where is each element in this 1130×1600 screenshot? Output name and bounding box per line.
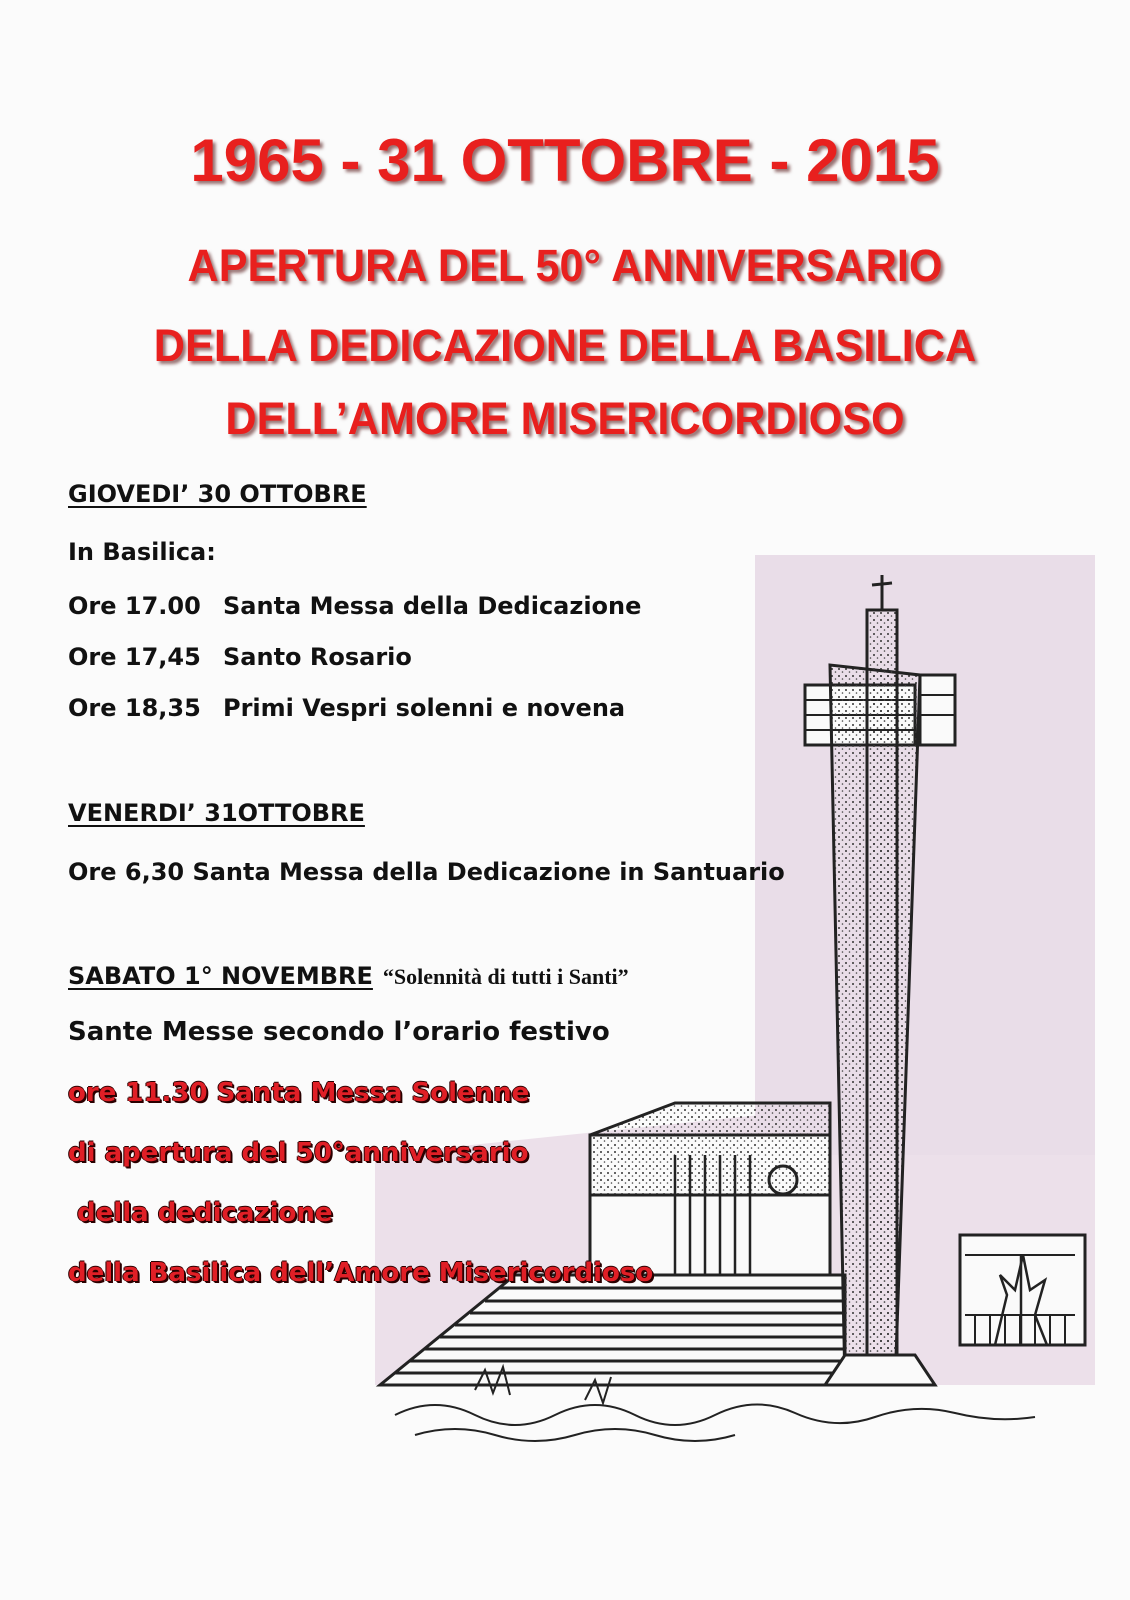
sabato-subtitle: “Solennità di tutti i Santi” (382, 964, 629, 989)
sabato-red-line: della dedicazione (68, 1198, 333, 1228)
giovedi-event-row (68, 643, 412, 671)
sabato-heading-line (68, 962, 629, 990)
event-time: Ore 17.00 (68, 592, 201, 620)
giovedi-event-row (68, 694, 625, 722)
event-desc: Santa Messa della Dedicazione (223, 592, 642, 620)
event-time: Ore 18,35 (68, 694, 201, 722)
giovedi-event-row (68, 592, 641, 620)
event-desc: Santo Rosario (223, 643, 412, 671)
giovedi-place: In Basilica: (68, 538, 216, 566)
event-time: Ore 17,45 (68, 643, 201, 671)
sabato-heading: SABATO 1° NOVEMBRE (68, 962, 373, 990)
giovedi-heading: GIOVEDI’ 30 OTTOBRE (68, 480, 367, 508)
header-opening: APERTURA DEL 50° ANNIVERSARIO (187, 240, 943, 291)
header-years: 1965 - 31 OTTOBRE - 2015 (190, 127, 940, 194)
sabato-masses: Sante Messe secondo l’orario festivo (68, 1017, 610, 1047)
header-dedication: DELLA DEDICAZIONE DELLA BASILICA (153, 320, 977, 371)
venerdi-heading: VENERDI’ 31OTTOBRE (68, 799, 365, 827)
header-basilica-name: DELL’AMORE MISERICORDIOSO (225, 393, 905, 444)
venerdi-event: Ore 6,30 Santa Messa della Dedicazione in Santuario (68, 858, 785, 886)
sabato-red-line: della Basilica dell’Amore Misericordioso (68, 1258, 654, 1288)
sabato-red-line: ore 11.30 Santa Messa Solenne (68, 1078, 530, 1108)
event-desc: Primi Vespri solenni e novena (223, 694, 626, 722)
sabato-red-line: di apertura del 50°anniversario (68, 1138, 529, 1168)
